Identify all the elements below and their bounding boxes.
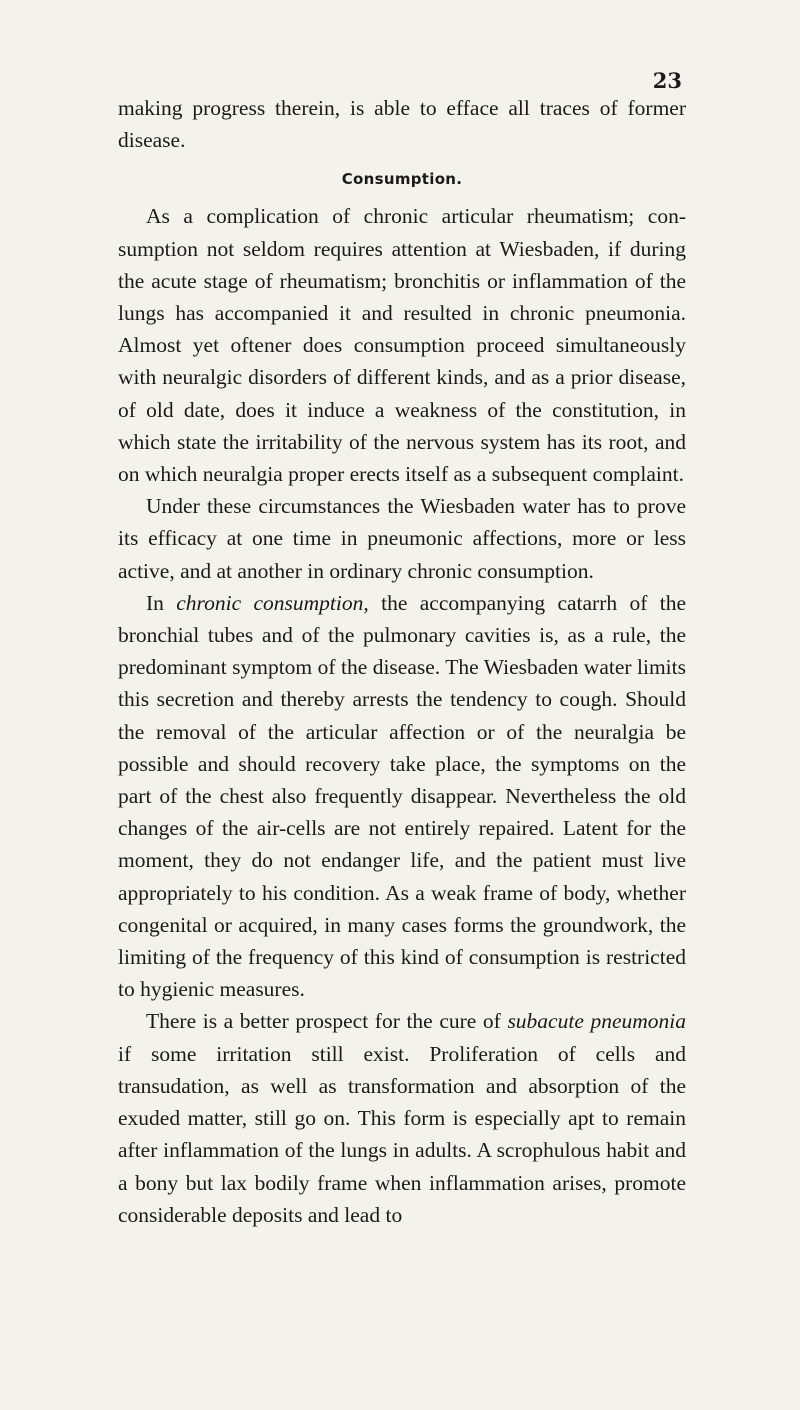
paragraph-4-lead: There is a better prospect for the cure of bbox=[146, 1009, 508, 1034]
paragraph-3-emphasis: chronic consumption, bbox=[176, 590, 369, 615]
paragraph-2: Under these circumstances the Wiesbaden water has to prove its efficacy at one time in pneumonic affections, more or less active, and at another in ordinary chronic consumption. bbox=[118, 494, 686, 583]
intro-paragraph: making progress therein, is able to efface all traces of former disease. bbox=[118, 96, 686, 153]
paragraph-3-lead: In bbox=[146, 590, 177, 615]
paragraph-1: As a complication of chronic articular rheumatism; consumption not seldom requires attention at Wiesbaden, if during the acute stage of rheumatism; bronchitis or inflammation of the lungs has accompanied it and resulted in chronic pneumonia. Almost yet oftener does consumption proceed simultaneously with neuralgic disorders of different kinds, and as a prior disease, of old date, does it induce a weakness of the constitution, in which state the irritability of the nervous system has its root, and on which neuralgia proper erects itself as a subsequent complaint. bbox=[118, 204, 686, 487]
paragraph-4-rest: if some irritation still exist. Proliferation of cells and transudation, as well as transformation and absorption of the exuded matter, still go on. This form is especially apt to remain after inflammation of the lungs in adults. A scrophulous habit and a bony but lax bodily frame when inflammation arises, promote considerable deposits and lead to bbox=[118, 1041, 686, 1227]
body-text bbox=[118, 92, 686, 1231]
paragraph-4 bbox=[118, 1005, 686, 1230]
paragraph-3-rest: the accompanying catarrh of the bronchial tubes and of the pulmonary cavities is, as a rule, the predominant symptom of the disease. The Wiesbaden water limits this secretion and thereby arrests the tendency to cough. Should the removal of the articular affection or of the neuralgia be possible and should recovery take place, the symptoms on the part of the chest also frequently disappear. Nevertheless the old changes of the air-cells are not entirely repaired. Latent for the moment, they do not endanger life, and the patient must live appropriately to his condition. As a weak frame of body, whether congenital or acquired, in many cases forms the groundwork, the limiting of the frequency of this kind of consumption is restricted to hygienic measures. bbox=[118, 590, 686, 1002]
page-number: 23 bbox=[652, 68, 682, 93]
paragraph-3 bbox=[118, 587, 686, 1006]
paragraph-4-emphasis: subacute pneumonia bbox=[507, 1009, 687, 1034]
section-heading: Consumption. bbox=[341, 170, 463, 189]
